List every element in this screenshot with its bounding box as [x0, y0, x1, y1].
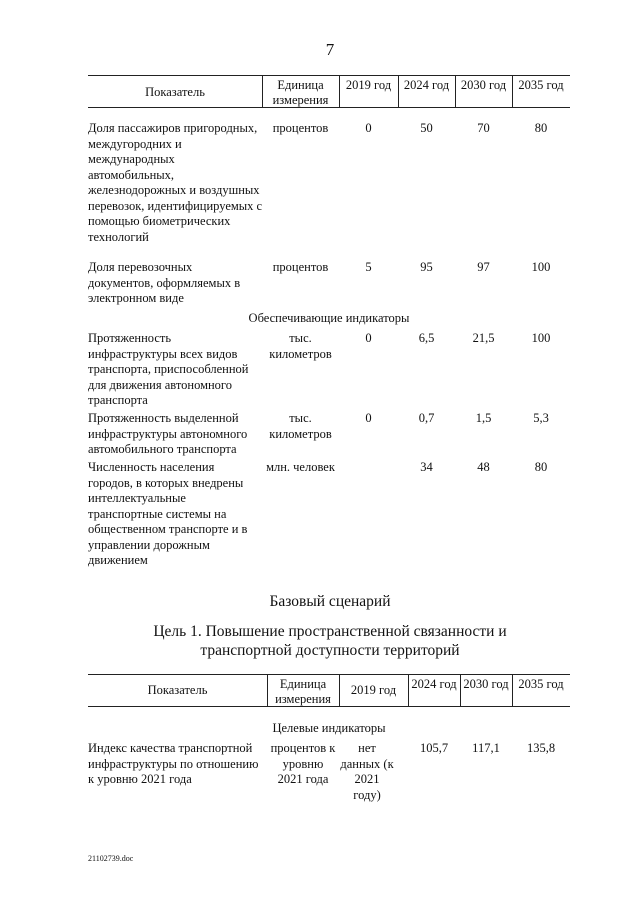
unit-cell: млн. человек — [266, 460, 335, 474]
unit-cell: тыс. километров — [269, 411, 332, 441]
value-2035: 100 — [531, 260, 551, 274]
value-2030: 21,5 — [472, 331, 495, 345]
header-2024: 2024 год — [411, 677, 457, 691]
indicator-name: Доля пассажиров пригородных, междугородних и международных автомобильных, железнодорожных и воздушных перевозок, идентифицируемых с помощью биометрических технологий — [88, 121, 263, 244]
header-2030: 2030 год — [460, 78, 507, 92]
scenario-title: Базовый сценарий — [269, 593, 391, 610]
value-2024: 105,7 — [419, 741, 449, 755]
value-2019: 0 — [365, 121, 372, 135]
value-2024: 50 — [420, 121, 433, 135]
indicator-name: Индекс качества транспортной инфраструктуры по отношению к уровню 2021 года — [88, 741, 259, 786]
header-unit: Единица измерения — [272, 78, 329, 107]
value-2030: 70 — [477, 121, 490, 135]
section-title: Целевые индикаторы — [272, 721, 386, 735]
value-2035: 135,8 — [526, 741, 556, 755]
value-2030: 97 — [477, 260, 490, 274]
indicator-name: Численность населения городов, в которых внедрены интеллектуальные транспортные системы на общественном транспорте и в управлении дорожным движением — [88, 460, 248, 567]
value-2035: 80 — [534, 460, 548, 474]
indicator-name: Протяженность выделенной инфраструктуры автономного автомобильного транспорта — [88, 411, 248, 456]
goal-title: Цель 1. Повышение пространственной связанности и транспортной доступности территорий — [153, 623, 507, 659]
value-2030: 117,1 — [472, 741, 500, 755]
value-2035: 100 — [531, 331, 551, 345]
header-2035: 2035 год — [518, 78, 564, 92]
value-2035: 80 — [534, 121, 548, 135]
unit-cell: тыс. километров — [269, 331, 332, 361]
value-2024: 95 — [420, 260, 433, 274]
unit-cell: процентов к уровню 2021 года — [270, 741, 336, 786]
value-2019: 0 — [365, 331, 372, 345]
value-2035: 5,3 — [533, 411, 549, 425]
header-2030: 2030 год — [463, 677, 509, 691]
value-2019: 0 — [365, 411, 372, 425]
unit-cell: процентов — [272, 121, 329, 135]
header-2024: 2024 год — [403, 78, 450, 92]
footer-filename: 21102739.doc — [88, 854, 134, 863]
value-2024: 0,7 — [418, 411, 435, 425]
value-2024: 6,5 — [418, 331, 435, 345]
page-number: 7 — [325, 40, 335, 59]
value-2019: 5 — [365, 260, 372, 274]
header-indicator: Показатель — [145, 85, 205, 99]
value-2019: нет данных (к 2021 году) — [340, 741, 394, 802]
header-unit: Единица измерения — [275, 677, 331, 706]
header-2019: 2019 год — [350, 683, 397, 697]
unit-cell: процентов — [272, 260, 329, 274]
indicator-name: Доля перевозочных документов, оформляемых в электронном виде — [88, 260, 241, 305]
value-2030: 48 — [477, 460, 490, 474]
section-title: Обеспечивающие индикаторы — [248, 311, 410, 325]
value-2030: 1,5 — [475, 411, 492, 425]
header-2035: 2035 год — [518, 677, 564, 691]
indicator-name: Протяженность инфраструктуры всех видов транспорта, приспособленной для движения автономного транспорта — [88, 331, 249, 407]
value-2024: 34 — [420, 460, 433, 474]
header-indicator: Показатель — [147, 683, 208, 697]
header-2019: 2019 год — [345, 78, 392, 92]
